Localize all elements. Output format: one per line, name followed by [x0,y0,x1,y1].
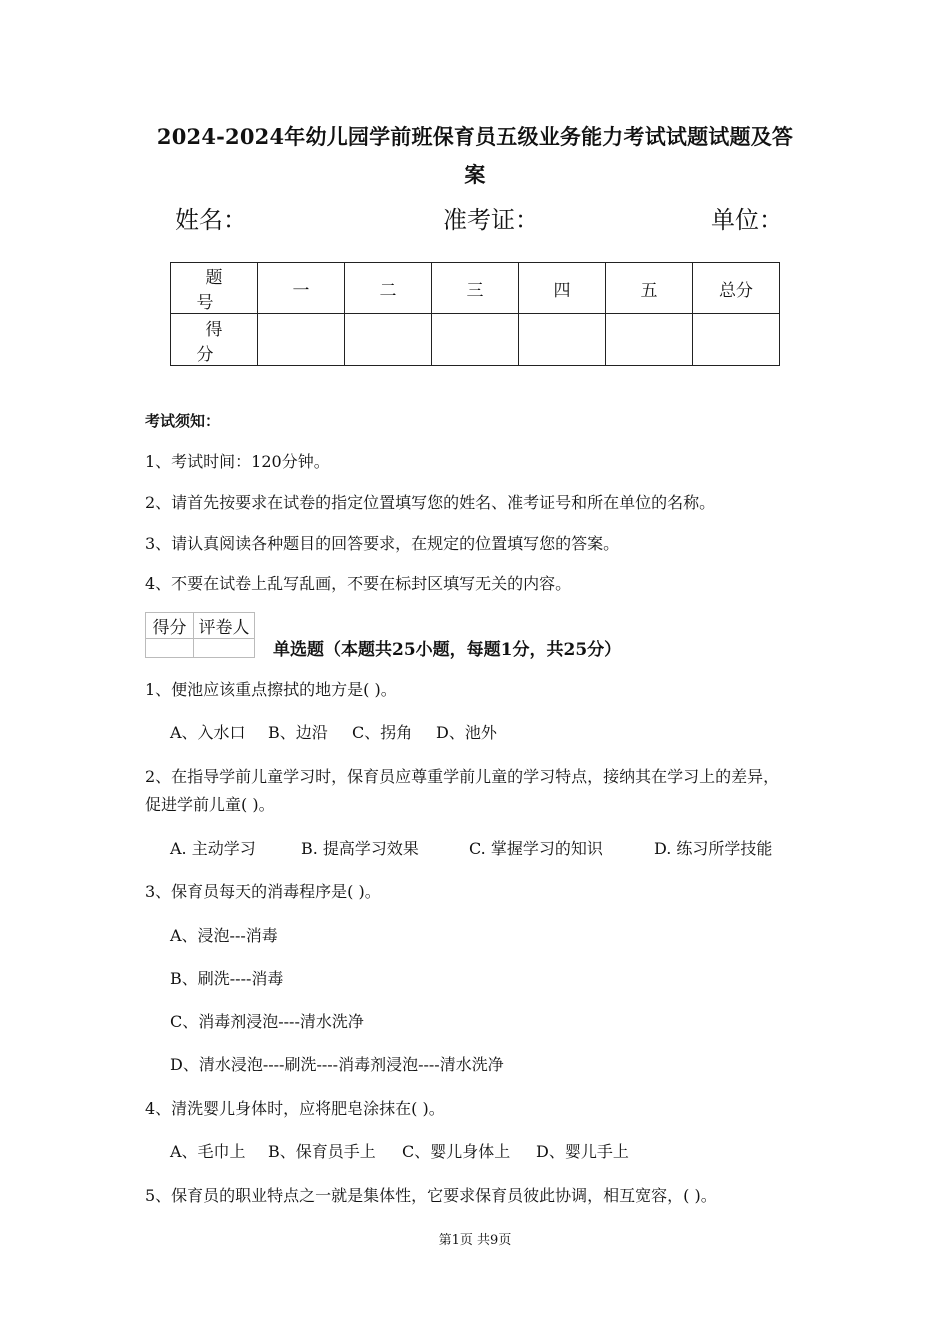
question-1-options [170,721,497,745]
q2-option-a[interactable]: A. 主动学习 [170,839,256,858]
q2-option-d[interactable]: D. 练习所学技能 [654,839,773,858]
grader-name-cell[interactable] [194,639,255,658]
grader-name-label: 评卷人 [194,613,255,639]
question-2-options [170,837,772,861]
q1-option-c[interactable]: C、拐角 [352,723,413,742]
score-table-score-row [171,314,780,366]
exam-id-label: 准考证： [443,206,539,234]
question-1: 1、便池应该重点擦拭的地方是( )。 [145,680,397,699]
score-cell-3[interactable] [432,314,519,366]
question-3: 3、保育员每天的消毒程序是( )。 [145,882,381,901]
notice-title: 考试须知： [145,412,221,430]
section-heading: 单选题（本题共25小题，每题1分，共25分） [273,640,622,660]
score-table-header-row [171,263,780,314]
q3-option-d[interactable]: D、清水浸泡----刷洗----消毒剂浸泡----清水洗净 [170,1055,504,1074]
score-table [170,262,780,366]
unit-label: 单位： [711,206,783,234]
notice-item-2: 2、请首先按要求在试卷的指定位置填写您的姓名、准考证号和所在单位的名称。 [145,493,716,512]
score-cell-total[interactable] [693,314,780,366]
grader-score-cell[interactable] [146,639,194,658]
grader-score-label: 得分 [146,613,194,639]
question-2-line-2: 促进学前儿童( )。 [145,795,275,814]
q1-option-d[interactable]: D、池外 [436,723,497,742]
document-title [120,118,830,194]
q3-option-b[interactable]: B、刷洗----消毒 [170,969,284,988]
title-line-2: 案 [464,162,486,187]
question-4-options [170,1140,629,1164]
score-cell-2[interactable] [345,314,432,366]
q3-option-a[interactable]: A、浸泡---消毒 [170,926,278,945]
q3-option-c[interactable]: C、消毒剂浸泡----清水洗净 [170,1012,364,1031]
score-cell-1[interactable] [258,314,345,366]
notice-item-3: 3、请认真阅读各种题目的回答要求，在规定的位置填写您的答案。 [145,534,620,553]
name-label: 姓名： [175,206,247,234]
q2-option-c[interactable]: C. 掌握学习的知识 [469,839,603,858]
question-5: 5、保育员的职业特点之一就是集体性，它要求保育员彼此协调，相互宽容，( )。 [145,1186,717,1205]
q4-option-a[interactable]: A、毛巾上 [170,1142,246,1161]
q2-option-b[interactable]: B. 提高学习效果 [301,839,419,858]
header-cell-4: 四 [519,263,606,314]
score-cell-4[interactable] [519,314,606,366]
header-cell-1: 一 [258,263,345,314]
page-footer: 第1页 共9页 [438,1233,512,1248]
header-cell-total: 总分 [693,263,780,314]
q4-option-c[interactable]: C、婴儿身体上 [402,1142,511,1161]
q4-option-d[interactable]: D、婴儿手上 [536,1142,629,1161]
header-cell-question-no: 题 号 [171,263,258,314]
question-4: 4、清洗婴儿身体时，应将肥皂涂抹在( )。 [145,1099,445,1118]
score-cell-5[interactable] [606,314,693,366]
header-cell-5: 五 [606,263,693,314]
score-row-label: 得 分 [171,314,258,366]
q4-option-b[interactable]: B、保育员手上 [268,1142,376,1161]
title-line-1: 2024-2024年幼儿园学前班保育员五级业务能力考试试题试题及答 [156,124,794,149]
header-cell-2: 二 [345,263,432,314]
grader-box [145,612,255,658]
notice-item-1: 1、考试时间：120分钟。 [145,452,330,471]
q1-option-b[interactable]: B、边沿 [268,723,328,742]
question-2-line-1: 2、在指导学前儿童学习时，保育员应尊重学前儿童的学习特点，接纳其在学习上的差异， [145,767,780,786]
q1-option-a[interactable]: A、入水口 [170,723,246,742]
header-cell-3: 三 [432,263,519,314]
notice-item-4: 4、不要在试卷上乱写乱画，不要在标封区填写无关的内容。 [145,574,572,593]
